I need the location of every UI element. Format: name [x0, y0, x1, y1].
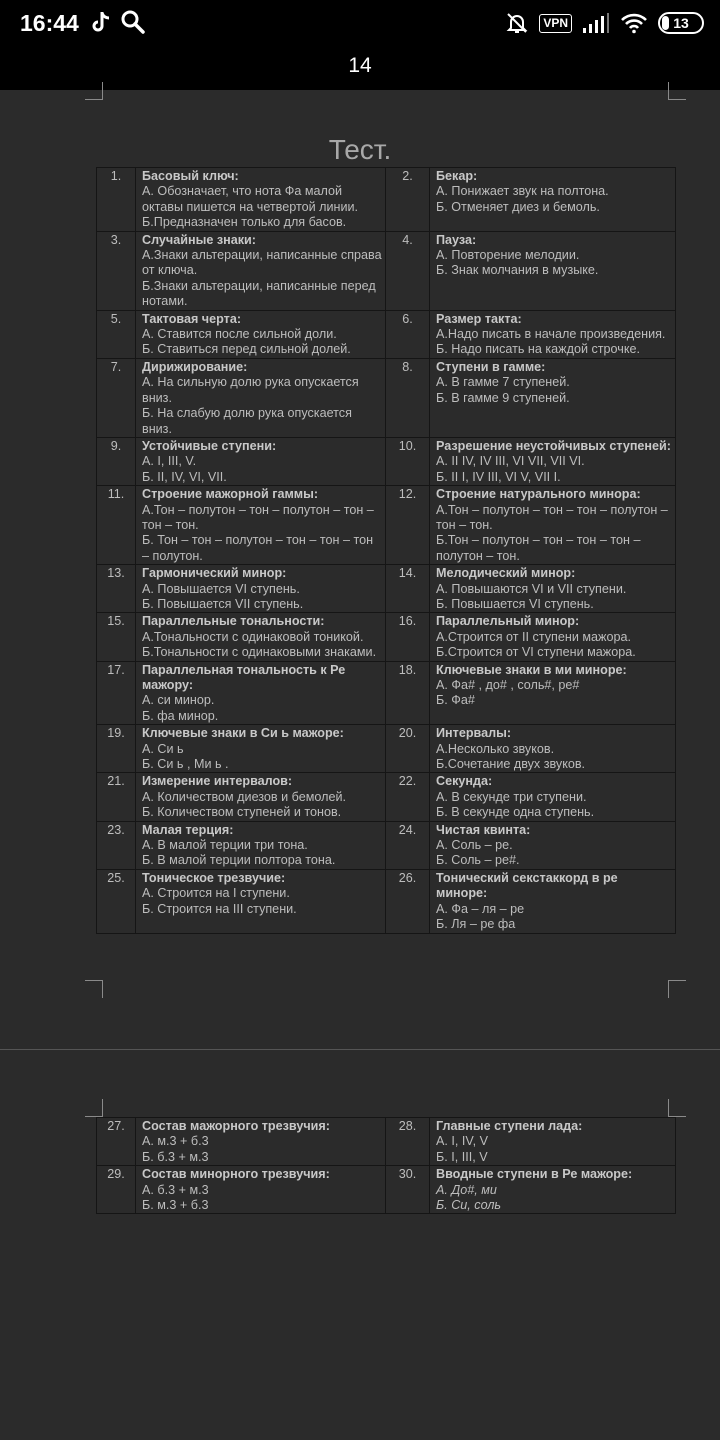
question-cell	[136, 310, 386, 358]
question-cell	[430, 358, 676, 437]
question-number: 3.	[97, 231, 136, 310]
question-cell	[430, 773, 676, 821]
answer-option: А.Строится от II ступени мажора.	[436, 629, 631, 644]
answer-option: А. В гамме 7 ступеней.	[436, 375, 570, 390]
question-title: Басовый ключ:	[142, 169, 239, 183]
question-number: 18.	[386, 661, 430, 725]
question-title: Разрешение неустойчивых ступеней:	[436, 438, 671, 453]
answer-option: А. I, IV, V	[436, 1134, 489, 1149]
question-number: 21.	[97, 773, 136, 821]
answer-option: А.Надо писать в начале произведения.	[436, 327, 666, 342]
question-title: Секунда:	[436, 774, 493, 789]
answer-option: А. Повторение мелодии.	[436, 248, 580, 263]
question-number: 24.	[386, 821, 430, 869]
question-number: 30.	[386, 1166, 430, 1214]
answer-option: Б. фа минор.	[142, 708, 219, 723]
question-cell	[136, 437, 386, 485]
answer-option: Б. Знак молчания в музыке.	[436, 263, 599, 278]
question-title: Вводные ступени в Ре мажоре:	[436, 1167, 633, 1182]
question-number: 20.	[386, 725, 430, 773]
answer-option: А. б.3 + м.3	[142, 1182, 209, 1197]
signal-icon	[582, 12, 610, 34]
answer-option: А. Повышаются VI и VII ступени.	[436, 581, 627, 596]
answer-option: А.Знаки альтерации, написанные справа от ключа.	[142, 248, 382, 278]
answer-option: А.Несколько звуков.	[436, 741, 555, 756]
question-title: Устойчивые ступени:	[142, 438, 277, 453]
answer-option: Б. В секунде одна ступень.	[436, 805, 595, 820]
test-table-continued	[96, 1117, 676, 1214]
question-number: 19.	[97, 725, 136, 773]
question-title: Случайные знаки:	[142, 232, 256, 247]
answer-option: А. В секунде три ступени.	[436, 789, 587, 804]
answer-option: А. Ставится после сильной доли.	[142, 327, 337, 342]
answer-option: Б.Знаки альтерации, написанные перед нотами.	[142, 278, 376, 309]
question-number: 16.	[386, 613, 430, 661]
question-cell	[136, 565, 386, 613]
table-row	[97, 1118, 676, 1166]
question-title: Строение мажорной гаммы:	[142, 487, 319, 502]
answer-option: Б. м.3 + б.3	[142, 1198, 209, 1213]
question-title: Ключевые знаки в Си ь мажоре:	[142, 726, 344, 741]
table-row	[97, 168, 676, 232]
question-number: 23.	[97, 821, 136, 869]
tiktok-icon	[90, 10, 112, 34]
answer-option: А. II IV, IV III, VI VII, VII VI.	[436, 454, 585, 469]
question-number: 26.	[386, 869, 430, 933]
page-corner-mark	[85, 82, 103, 100]
question-number: 28.	[386, 1118, 430, 1166]
answer-option: Б. В малой терции полтора тона.	[142, 853, 336, 868]
wifi-icon	[620, 12, 648, 34]
question-title: Гармонический минор:	[142, 566, 287, 581]
answer-option: А. Соль – ре.	[436, 838, 513, 853]
table-row	[97, 661, 676, 725]
answer-option: Б. II, IV, VI, VII.	[142, 469, 227, 484]
answer-option: Б. Тон – тон – полутон – тон – тон – тон – полутон.	[142, 533, 374, 563]
answer-option: А.Тон – полутон – тон – полутон – тон – тон – тон.	[142, 502, 374, 532]
question-number: 10.	[386, 437, 430, 485]
answer-option: Б. На слабую долю рука опускается вниз.	[142, 406, 352, 436]
question-cell	[430, 231, 676, 310]
answer-option: Б. Соль – ре#.	[436, 853, 520, 868]
question-number: 4.	[386, 231, 430, 310]
question-title: Малая терция:	[142, 822, 234, 837]
answer-option: Б. Си, соль	[436, 1198, 502, 1213]
answer-option: А. I, III, V.	[142, 454, 197, 469]
answer-option: А. Понижает звук на полтона.	[436, 184, 609, 199]
answer-option: Б. Повышается VI ступень.	[436, 596, 594, 611]
table-row	[97, 486, 676, 565]
question-title: Тактовая черта:	[142, 311, 242, 326]
table-row	[97, 358, 676, 437]
question-number: 17.	[97, 661, 136, 725]
page-corner-mark	[668, 82, 686, 100]
question-cell	[430, 1118, 676, 1166]
page-number: 14	[348, 54, 372, 77]
answer-option: Б. Отменяет диез и бемоль.	[436, 199, 600, 214]
question-cell	[430, 821, 676, 869]
answer-option: А. Фа – ля – ре	[436, 901, 525, 916]
question-number: 25.	[97, 869, 136, 933]
question-title: Интервалы:	[436, 726, 512, 741]
answer-option: А. До#, ми	[436, 1182, 497, 1197]
question-cell	[430, 613, 676, 661]
question-title: Мелодический минор:	[436, 566, 576, 581]
question-cell	[430, 725, 676, 773]
question-title: Измерение интервалов:	[142, 774, 293, 789]
question-title: Параллельный минор:	[436, 614, 580, 629]
question-title: Чистая квинта:	[436, 822, 531, 837]
question-number: 1.	[97, 168, 136, 232]
answer-option: А. Си ь	[142, 741, 184, 756]
question-cell	[430, 1166, 676, 1214]
answer-option: А. В малой терции три тона.	[142, 838, 308, 853]
question-cell	[430, 869, 676, 933]
question-number: 12.	[386, 486, 430, 565]
answer-option: Б. Ля – ре фа	[436, 917, 516, 932]
answer-option: А. Фа# , до# , соль#, ре#	[436, 678, 580, 692]
question-cell	[430, 168, 676, 232]
answer-option: Б.Тон – полутон – тон – тон – тон – полутон – тон.	[436, 533, 641, 563]
question-number: 22.	[386, 773, 430, 821]
question-cell	[136, 486, 386, 565]
answer-option: А. Количеством диезов и бемолей.	[142, 789, 347, 804]
answer-option: А.Тон – полутон – тон – тон – полутон – тон – тон.	[436, 502, 668, 532]
question-number: 5.	[97, 310, 136, 358]
question-number: 7.	[97, 358, 136, 437]
search-icon	[120, 9, 146, 35]
question-cell	[136, 1166, 386, 1214]
answer-option: Б. Си ь , Ми ь .	[142, 757, 229, 772]
table-row	[97, 231, 676, 310]
page-corner-mark	[668, 1099, 686, 1117]
question-number: 9.	[97, 437, 136, 485]
page-corner-mark	[668, 980, 686, 998]
table-row	[97, 1166, 676, 1214]
question-title: Главные ступени лада:	[436, 1119, 583, 1133]
question-title: Пауза:	[436, 232, 477, 247]
question-number: 6.	[386, 310, 430, 358]
answer-option: Б. Ставиться перед сильной долей.	[142, 342, 351, 357]
question-title: Ключевые знаки в ми миноре:	[436, 662, 627, 677]
page-corner-mark	[85, 980, 103, 998]
test-table	[96, 167, 676, 934]
table-row	[97, 821, 676, 869]
answer-option: Б. б.3 + м.3	[142, 1149, 209, 1164]
question-cell	[136, 869, 386, 933]
answer-option: Б. Повышается VII ступень.	[142, 596, 304, 611]
question-title: Строение натурального минора:	[436, 487, 641, 502]
page-separator	[0, 1049, 720, 1050]
page-corner-mark	[85, 1099, 103, 1117]
question-cell	[136, 613, 386, 661]
answer-option: Б. Строится на III ступени.	[142, 901, 297, 916]
answer-option: Б. II I, IV III, VI V, VII I.	[436, 469, 561, 484]
answer-option: А. Повышается VI ступень.	[142, 581, 300, 596]
vpn-badge: VPN	[539, 14, 572, 33]
table-row	[97, 869, 676, 933]
question-number: 13.	[97, 565, 136, 613]
answer-option: А. м.3 + б.3	[142, 1134, 209, 1149]
table-row	[97, 613, 676, 661]
question-number: 29.	[97, 1166, 136, 1214]
question-number: 2.	[386, 168, 430, 232]
notifications-off-icon	[505, 11, 529, 35]
document-toolbar	[0, 46, 720, 90]
answer-option: А.Тональности с одинаковой тоникой.	[142, 629, 364, 644]
question-cell	[430, 486, 676, 565]
answer-option: Б. I, III, V	[436, 1149, 488, 1164]
question-cell	[136, 358, 386, 437]
question-number: 27.	[97, 1118, 136, 1166]
question-title: Состав минорного трезвучия:	[142, 1167, 330, 1182]
question-cell	[136, 821, 386, 869]
document-title: Тест.	[328, 134, 392, 165]
question-cell	[136, 231, 386, 310]
question-number: 15.	[97, 613, 136, 661]
question-title: Бекар:	[436, 169, 478, 183]
answer-option: Б. Фа#	[436, 693, 475, 708]
question-title: Дирижирование:	[142, 359, 248, 374]
question-cell	[430, 310, 676, 358]
question-cell	[136, 725, 386, 773]
answer-option: А. На сильную долю рука опускается вниз.	[142, 375, 359, 405]
question-cell	[136, 1118, 386, 1166]
question-number: 11.	[97, 486, 136, 565]
question-title: Параллельная тональность к Ре мажору:	[142, 662, 346, 692]
question-title: Состав мажорного трезвучия:	[142, 1119, 330, 1133]
question-number: 8.	[386, 358, 430, 437]
question-number: 14.	[386, 565, 430, 613]
question-title: Параллельные тональности:	[142, 614, 325, 629]
answer-option: Б.Предназначен только для басов.	[142, 215, 347, 230]
answer-option: Б.Сочетание двух звуков.	[436, 757, 586, 772]
question-cell	[430, 565, 676, 613]
question-title: Тоническое трезвучие:	[142, 870, 286, 885]
answer-option: Б.Строится от VI ступени мажора.	[436, 645, 636, 660]
status-time: 16:44	[20, 10, 79, 36]
question-cell	[136, 661, 386, 725]
table-row	[97, 565, 676, 613]
answer-option: А. Обозначает, что нота Фа малой октавы пишется на четвертой линии.	[142, 184, 359, 214]
answer-option: А. си минор.	[142, 693, 215, 708]
answer-option: А. Строится на I ступени.	[142, 886, 290, 901]
table-row	[97, 310, 676, 358]
table-row	[97, 725, 676, 773]
answer-option: Б. Надо писать на каждой строчке.	[436, 342, 640, 357]
question-cell	[430, 661, 676, 725]
battery-icon: 13	[658, 12, 704, 34]
question-title: Ступени в гамме:	[436, 359, 546, 374]
question-cell	[136, 168, 386, 232]
answer-option: Б.Тональности с одинаковыми знаками.	[142, 645, 377, 660]
answer-option: Б. Количеством ступеней и тонов.	[142, 805, 342, 820]
table-row	[97, 773, 676, 821]
question-title: Тонический секстаккорд в ре миноре:	[436, 870, 618, 901]
question-title: Размер такта:	[436, 311, 522, 326]
question-cell	[136, 773, 386, 821]
status-bar	[0, 0, 720, 46]
table-row	[97, 437, 676, 485]
answer-option: Б. В гамме 9 ступеней.	[436, 390, 570, 405]
question-cell	[430, 437, 676, 485]
